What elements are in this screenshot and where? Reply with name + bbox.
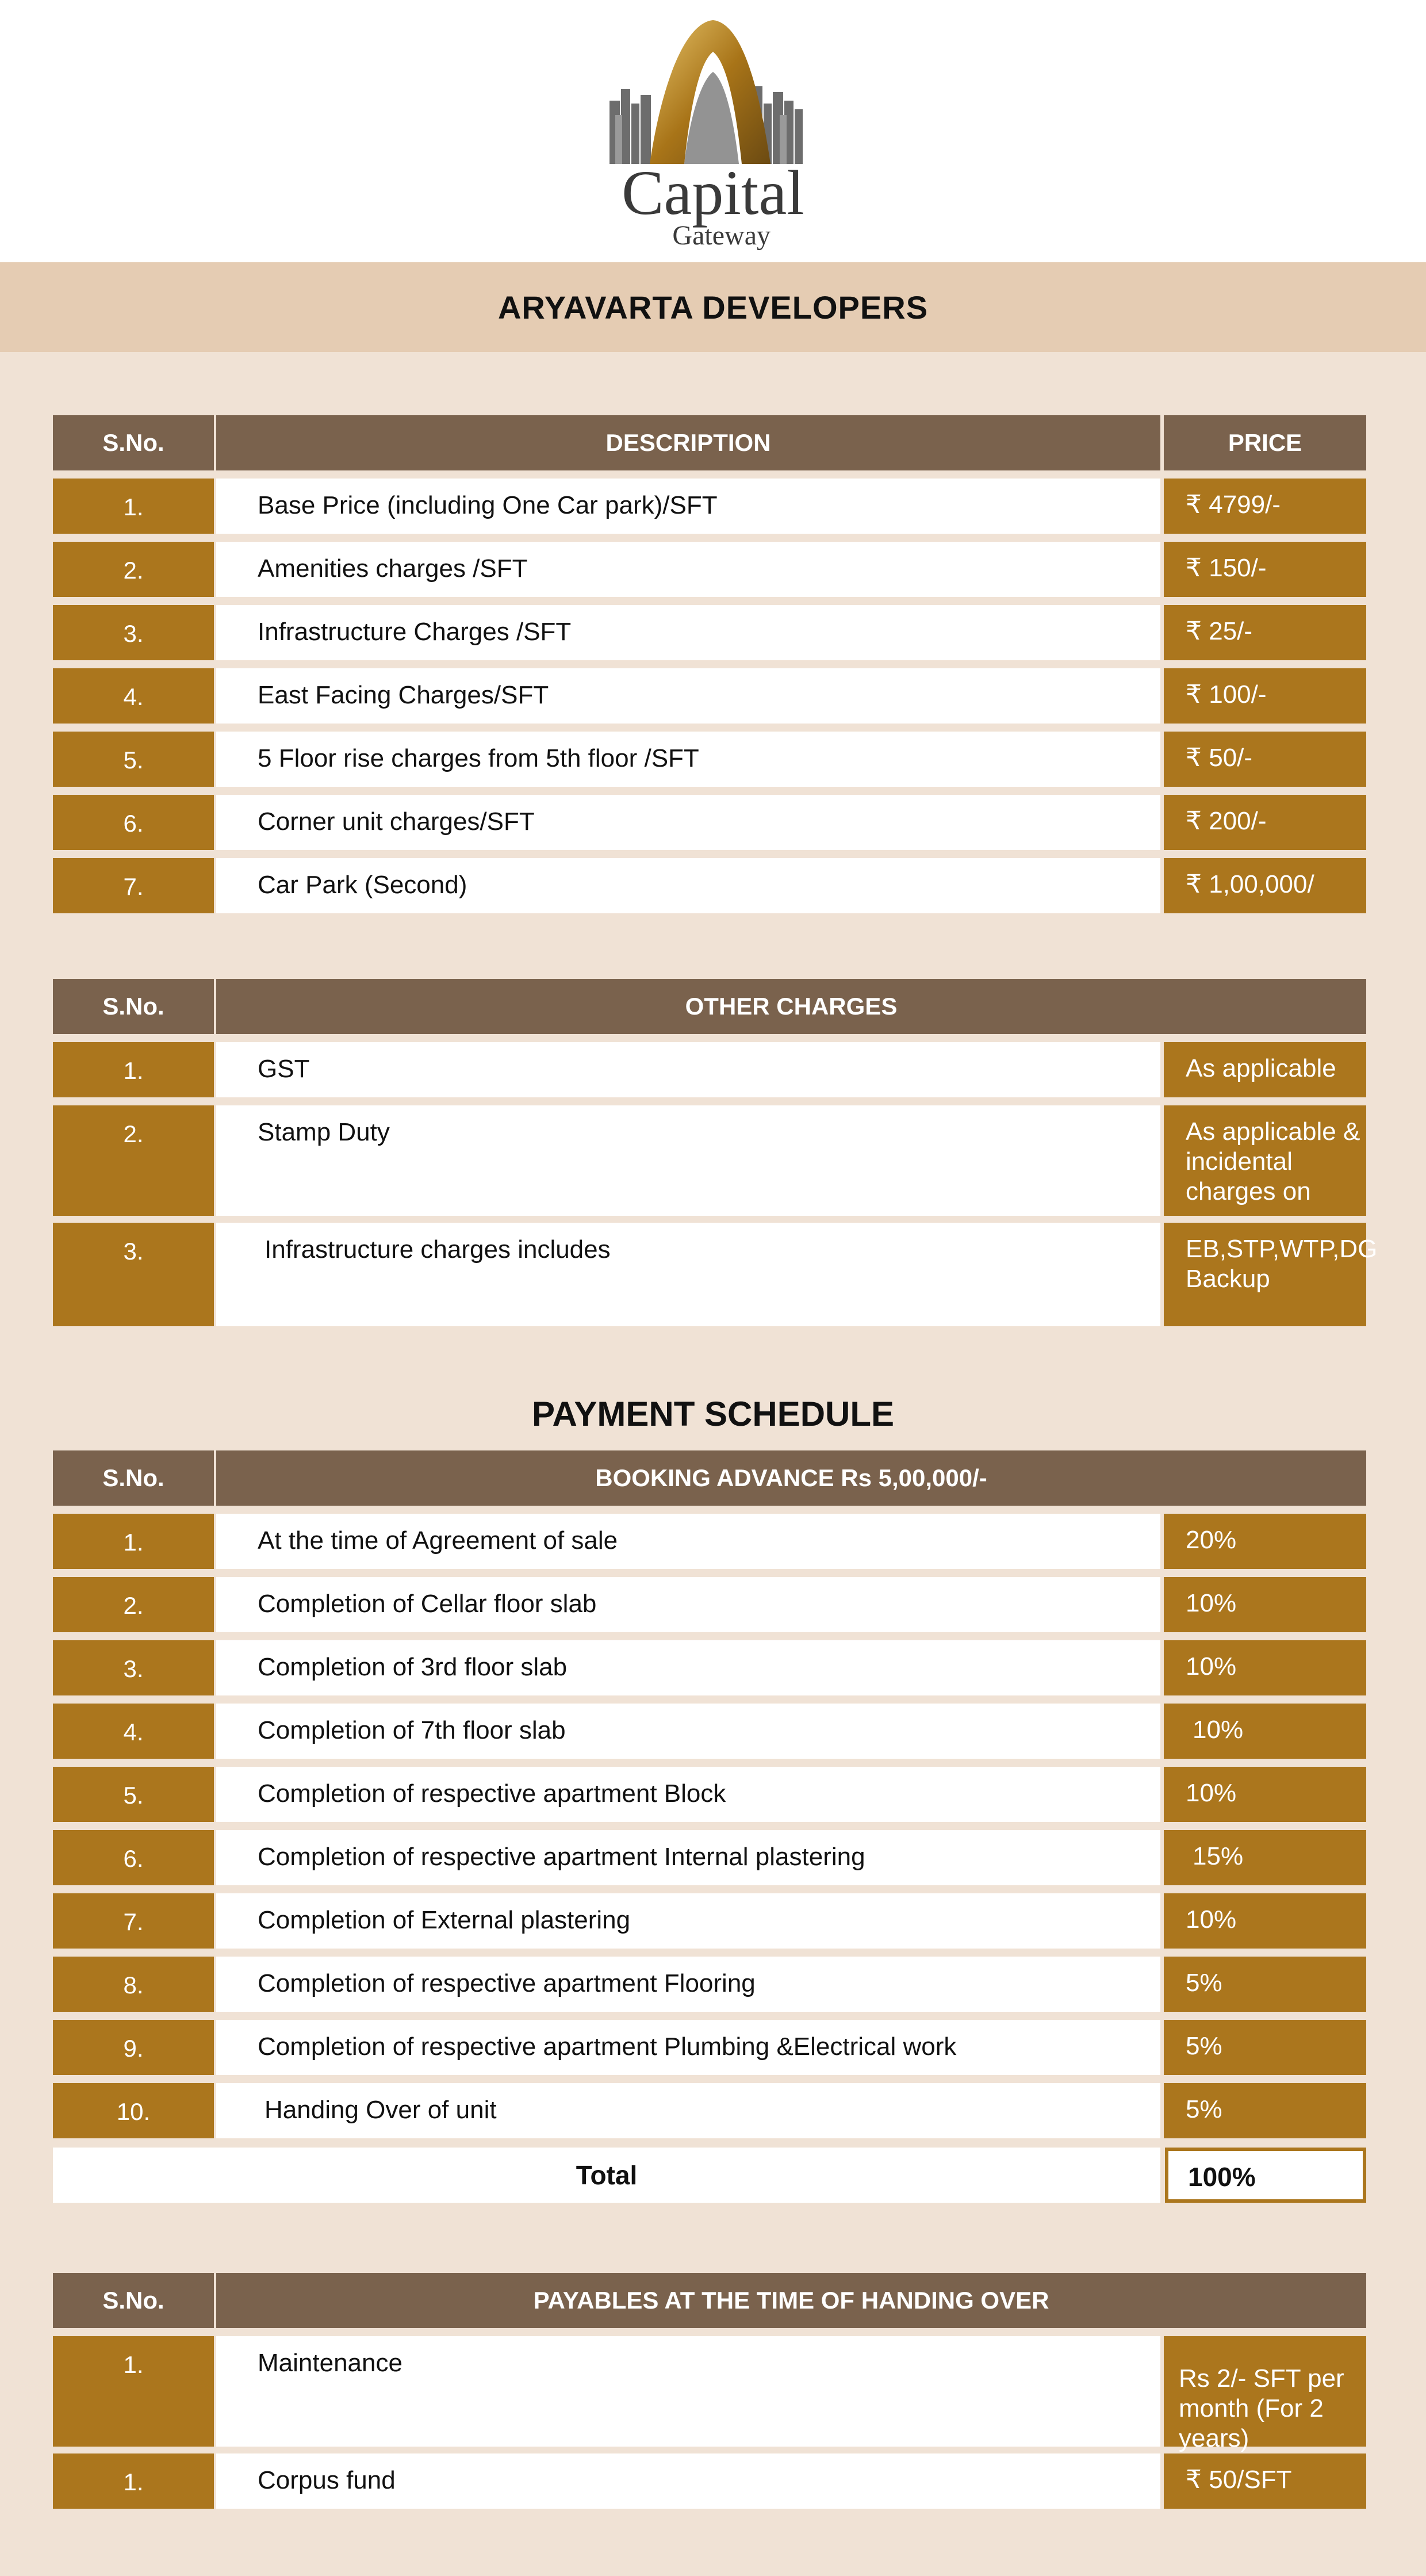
payment-schedule-table [53, 1450, 1366, 2203]
row-sno: 7. [53, 1893, 214, 1949]
table-row [53, 858, 1366, 913]
row-value: EB,STP,WTP,DG Backup [1164, 1223, 1366, 1326]
row-description: Completion of Cellar floor slab [216, 1577, 1160, 1632]
sno-header: S.No. [53, 2273, 214, 2328]
row-description: Completion of 3rd floor slab [216, 1640, 1160, 1695]
row-value: As applicable & incidental charges on [1164, 1105, 1366, 1216]
table-row [53, 1830, 1366, 1885]
row-sno: 5. [53, 732, 214, 787]
table-row [53, 1577, 1366, 1632]
other-charges-table [53, 979, 1378, 1326]
pricing-header-row [53, 415, 1366, 470]
page-header [0, 0, 1426, 262]
logo-subtitle: Gateway [672, 220, 770, 251]
table-row [53, 542, 1366, 597]
table-row [53, 2083, 1366, 2138]
row-description: Handing Over of unit [216, 2083, 1160, 2138]
sno-header: S.No. [53, 979, 214, 1034]
row-description: Car Park (Second) [216, 858, 1160, 913]
table-row [53, 668, 1366, 724]
row-value: 10% [1164, 1767, 1366, 1822]
row-description: Stamp Duty [216, 1105, 1160, 1216]
row-description: Maintenance [216, 2336, 1160, 2447]
row-price: ₹ 100/- [1164, 668, 1366, 724]
table-row [53, 2453, 1366, 2509]
table-row [53, 732, 1366, 787]
row-price: ₹ 1,00,000/ [1164, 858, 1366, 913]
row-sno: 9. [53, 2020, 214, 2075]
row-sno: 2. [53, 1577, 214, 1632]
row-sno: 5. [53, 1767, 214, 1822]
sno-header: S.No. [53, 415, 214, 470]
row-value: 20% [1164, 1514, 1366, 1569]
payment-schedule-title: PAYMENT SCHEDULE [531, 1395, 895, 1433]
row-price: ₹ 4799/- [1164, 479, 1366, 534]
capital-gateway-logo [598, 17, 828, 253]
row-sno: 10. [53, 2083, 214, 2138]
row-sno: 3. [53, 1640, 214, 1695]
row-description: Completion of respective apartment Flooring [216, 1957, 1160, 2012]
row-value: As applicable [1164, 1042, 1366, 1097]
row-description: Corpus fund [216, 2453, 1160, 2509]
row-price: ₹ 150/- [1164, 542, 1366, 597]
row-value: 5% [1164, 2020, 1366, 2075]
row-sno: 1. [53, 1514, 214, 1569]
table-row [53, 795, 1366, 850]
sno-header: S.No. [53, 1450, 214, 1506]
handover-header-row [53, 2273, 1366, 2328]
total-label: Total [53, 2148, 1160, 2203]
row-price: ₹ 50/- [1164, 732, 1366, 787]
handover-header: PAYABLES AT THE TIME OF HANDING OVER [216, 2273, 1366, 2328]
table-row [53, 1514, 1366, 1569]
row-description: Completion of respective apartment Block [216, 1767, 1160, 1822]
row-description: Infrastructure charges includes [216, 1223, 1160, 1326]
row-description: Completion of respective apartment Internal plastering [216, 1830, 1160, 1885]
row-value: 10% [1164, 1704, 1366, 1759]
logo-title: Capital [622, 158, 804, 228]
row-description: Amenities charges /SFT [216, 542, 1160, 597]
price-header: PRICE [1164, 415, 1366, 470]
booking-advance-header: BOOKING ADVANCE Rs 5,00,000/- [216, 1450, 1366, 1506]
row-value: 10% [1164, 1640, 1366, 1695]
row-sno: 1. [53, 1042, 214, 1097]
total-row [53, 2148, 1366, 2203]
table-row [53, 1105, 1366, 1216]
payment-schedule-header-row [53, 1450, 1366, 1506]
table-row [53, 2020, 1366, 2075]
row-sno: 6. [53, 795, 214, 850]
row-value: ₹ 50/SFT [1164, 2453, 1366, 2509]
row-sno: 2. [53, 1105, 214, 1216]
row-sno: 1. [53, 479, 214, 534]
row-description: East Facing Charges/SFT [216, 668, 1160, 724]
row-sno: 3. [53, 605, 214, 660]
row-value: 10% [1164, 1893, 1366, 1949]
row-description: 5 Floor rise charges from 5th floor /SFT [216, 732, 1160, 787]
row-description: Completion of External plastering [216, 1893, 1160, 1949]
row-sno: 6. [53, 1830, 214, 1885]
row-description: Corner unit charges/SFT [216, 795, 1160, 850]
row-sno: 4. [53, 1704, 214, 1759]
row-sno: 1. [53, 2336, 214, 2447]
description-header: DESCRIPTION [216, 415, 1160, 470]
total-value: 100% [1165, 2148, 1366, 2203]
row-sno: 2. [53, 542, 214, 597]
row-price: ₹ 200/- [1164, 795, 1366, 850]
row-description: Base Price (including One Car park)/SFT [216, 479, 1160, 534]
table-row [53, 605, 1366, 660]
table-row [53, 1223, 1378, 1326]
table-row [53, 1704, 1366, 1759]
row-value: 15% [1164, 1830, 1366, 1885]
table-row [53, 2336, 1366, 2452]
row-sno: 3. [53, 1223, 214, 1326]
developer-banner [0, 262, 1426, 352]
row-value: 5% [1164, 2083, 1366, 2138]
row-description: GST [216, 1042, 1160, 1097]
row-sno: 1. [53, 2453, 214, 2509]
pricing-table [53, 415, 1366, 914]
other-charges-header: OTHER CHARGES [216, 979, 1366, 1034]
table-row [53, 1893, 1366, 1949]
row-description: At the time of Agreement of sale [216, 1514, 1160, 1569]
developer-name: ARYAVARTA DEVELOPERS [497, 289, 929, 326]
row-description: Completion of 7th floor slab [216, 1704, 1160, 1759]
row-sno: 4. [53, 668, 214, 724]
row-value: 5% [1164, 1957, 1366, 2012]
other-charges-header-row [53, 979, 1366, 1034]
row-price: ₹ 25/- [1164, 605, 1366, 660]
table-row [53, 1957, 1366, 2012]
row-value: 10% [1164, 1577, 1366, 1632]
row-sno: 8. [53, 1957, 214, 2012]
table-row [53, 479, 1366, 534]
row-description: Infrastructure Charges /SFT [216, 605, 1160, 660]
table-row [53, 1042, 1366, 1097]
table-row [53, 1640, 1366, 1695]
handover-table [53, 2273, 1366, 2509]
row-value: Rs 2/- SFT per month (For 2 years) [1164, 2336, 1366, 2447]
row-description: Completion of respective apartment Plumbing &Electrical work [216, 2020, 1160, 2075]
row-sno: 7. [53, 858, 214, 913]
table-row [53, 1767, 1366, 1822]
